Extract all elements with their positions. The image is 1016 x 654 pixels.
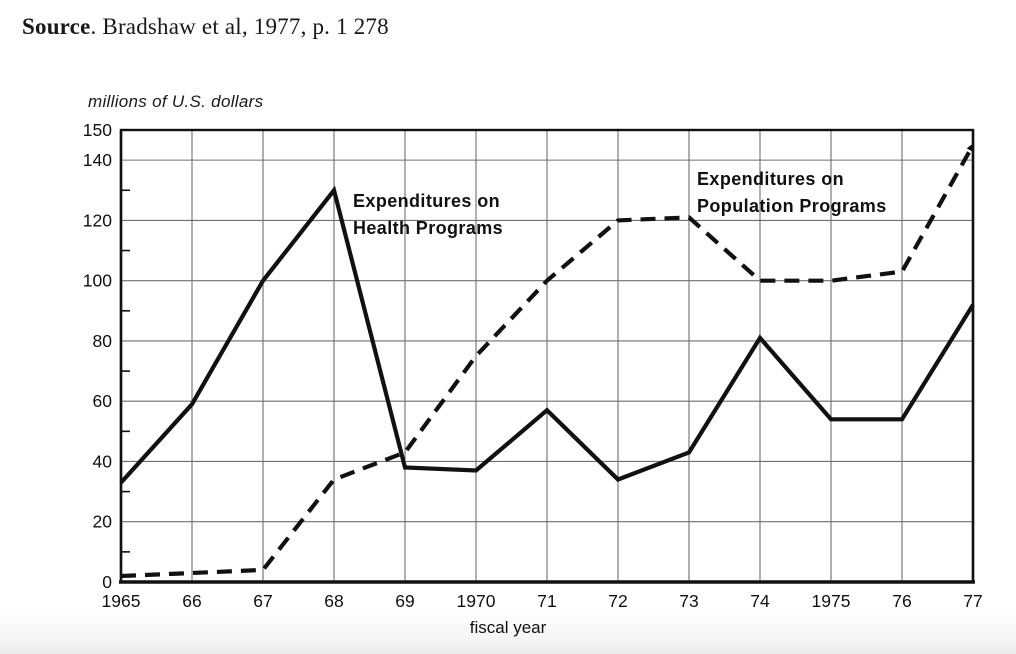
- x-tick-label: 74: [750, 591, 770, 611]
- y-tick-label: 120: [82, 210, 112, 231]
- annotation-line: Health Programs: [353, 218, 504, 238]
- annotation-health: [353, 191, 503, 238]
- x-tick-label: 66: [182, 591, 202, 611]
- x-tick-label: 72: [608, 591, 628, 611]
- source-caption-rest: . Bradshaw et al, 1977, p. 1 278: [90, 14, 389, 39]
- source-caption-bold: Source: [22, 14, 91, 39]
- x-tick-label: 1965: [101, 591, 141, 611]
- x-tick-label: 71: [537, 591, 557, 611]
- y-tick-label: 40: [92, 451, 112, 472]
- x-axis-title: fiscal year: [469, 618, 547, 637]
- annotation-line: Expenditures on: [353, 191, 501, 211]
- x-tick-label: 67: [253, 591, 273, 611]
- y-tick-label: 0: [102, 572, 112, 592]
- x-tick-label: 68: [324, 591, 344, 611]
- annotation-line: Expenditures on: [697, 169, 845, 189]
- x-tick-label: 77: [963, 591, 983, 611]
- annotation-line: Population Programs: [697, 196, 887, 216]
- y-tick-label: 150: [82, 120, 112, 140]
- y-tick-label: 140: [82, 150, 112, 171]
- y-tick-label: 20: [92, 511, 112, 532]
- y-tick-label: 80: [92, 330, 112, 351]
- source-caption: [22, 14, 389, 40]
- annotation-population: [697, 169, 887, 216]
- x-tick-label: 69: [395, 591, 415, 611]
- x-tick-label: 1975: [811, 591, 851, 611]
- x-tick-label: 73: [679, 591, 699, 611]
- y-tick-label: 100: [82, 270, 112, 291]
- x-tick-label: 76: [892, 591, 912, 611]
- x-tick-label: 1970: [456, 591, 496, 611]
- y-axis-title: millions of U.S. dollars: [88, 92, 264, 111]
- y-tick-label: 60: [92, 391, 112, 412]
